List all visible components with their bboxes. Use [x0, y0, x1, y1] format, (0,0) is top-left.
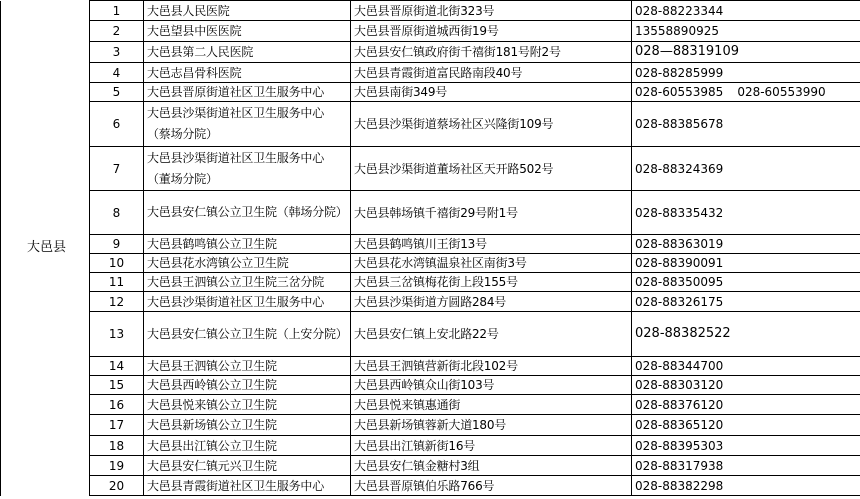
- row-number: 6: [90, 102, 144, 147]
- hospital-address: 大邑县三岔镇梅花街上段155号: [351, 273, 632, 292]
- row-number: 17: [90, 415, 144, 436]
- table-row: [1, 476, 860, 496]
- hospital-phone: 028-88326175: [632, 292, 860, 312]
- hospital-phone: 028-88390091: [632, 254, 860, 273]
- table-row: [1, 254, 860, 273]
- row-number: 4: [90, 63, 144, 83]
- table-row: [1, 42, 860, 63]
- hospital-address: 大邑县南街349号: [351, 83, 632, 102]
- hospital-address: 大邑县安仁镇上安北路22号: [351, 312, 632, 357]
- row-number: 16: [90, 395, 144, 415]
- table-row: [1, 357, 860, 376]
- row-number: 3: [90, 42, 144, 63]
- row-number: 11: [90, 273, 144, 292]
- hospital-name: 大邑县沙渠街道社区卫生服务中心: [144, 292, 351, 312]
- hospital-name: 大邑县出江镇公立卫生院: [144, 436, 351, 456]
- hospital-address: 大邑县沙渠街道董场社区天开路502号: [351, 147, 632, 191]
- row-number: 13: [90, 312, 144, 357]
- table-row: [1, 1, 860, 21]
- table-row: [1, 273, 860, 292]
- hospital-name: 大邑志昌骨科医院: [144, 63, 351, 83]
- hospital-phone: 028-88365120: [632, 415, 860, 436]
- row-number: 7: [90, 147, 144, 191]
- hospital-phone: 028-88350095: [632, 273, 860, 292]
- row-number: 19: [90, 456, 144, 476]
- hospital-address: 大邑县晋原街道城西街19号: [351, 21, 632, 42]
- hospital-phone-cell: [632, 83, 860, 102]
- hospital-name: 大邑县安仁镇公立卫生院（韩场分院）: [144, 191, 351, 235]
- table-row: [1, 235, 860, 254]
- hospital-name: 大邑县第二人民医院: [144, 42, 351, 63]
- hospital-phone: 028-88324369: [632, 147, 860, 191]
- row-number: 2: [90, 21, 144, 42]
- hospital-phone: 028-88385678: [632, 102, 860, 147]
- row-number: 15: [90, 376, 144, 395]
- table-row: [1, 63, 860, 83]
- hospital-phone: 028-88395303: [632, 436, 860, 456]
- hospital-address: 大邑县王泗镇营新街北段102号: [351, 357, 632, 376]
- hospital-phone: 028-88382298: [632, 476, 860, 496]
- hospital-phone: 028-88382522: [632, 312, 860, 357]
- row-number: 10: [90, 254, 144, 273]
- hospital-name: 大邑县青霞街道社区卫生服务中心: [144, 476, 351, 496]
- table-row: [1, 83, 860, 102]
- hospital-phone: 028-88223344: [632, 1, 860, 21]
- table-row: [1, 292, 860, 312]
- table-row: [1, 395, 860, 415]
- hospital-address: 大邑县晋原街道北街323号: [351, 1, 632, 21]
- table-row: [1, 102, 860, 147]
- hospital-phone: 028-88303120: [632, 376, 860, 395]
- hospital-phone: 028-88376120: [632, 395, 860, 415]
- hospital-address: 大邑县韩场镇千禧街29号附1号: [351, 191, 632, 235]
- row-number: 18: [90, 436, 144, 456]
- hospital-address: 大邑县沙渠街道方圆路284号: [351, 292, 632, 312]
- row-number: 8: [90, 191, 144, 235]
- hospital-name: 大邑县人民医院: [144, 1, 351, 21]
- table-row: [1, 436, 860, 456]
- hospital-phone: 13558890925: [632, 21, 860, 42]
- hospital-name: 大邑县鹤鸣镇公立卫生院: [144, 235, 351, 254]
- hospital-address: 大邑县花水湾镇温泉社区南街3号: [351, 254, 632, 273]
- hospital-name: 大邑县王泗镇公立卫生院: [144, 357, 351, 376]
- table-row: [1, 415, 860, 436]
- hospital-name: 大邑县沙渠街道社区卫生服务中心（蔡场分院）: [144, 102, 351, 147]
- hospital-address: 大邑县鹤鸣镇川王街13号: [351, 235, 632, 254]
- hospital-phone: 028-88317938: [632, 456, 860, 476]
- row-number: 1: [90, 1, 144, 21]
- hospital-phone-secondary: 028-60553990: [737, 85, 826, 99]
- hospital-name: 大邑县安仁镇公立卫生院（上安分院）: [144, 312, 351, 357]
- hospital-name: 大邑望县中医医院: [144, 21, 351, 42]
- row-number: 20: [90, 476, 144, 496]
- hospital-address: 大邑县安仁镇政府街千禧街181号附2号: [351, 42, 632, 63]
- hospital-name: 大邑县西岭镇公立卫生院: [144, 376, 351, 395]
- hospital-address: 大邑县西岭镇众山街103号: [351, 376, 632, 395]
- hospital-name: 大邑县沙渠街道社区卫生服务中心（董场分院）: [144, 147, 351, 191]
- table-row: [1, 456, 860, 476]
- hospital-name: 大邑县晋原街道社区卫生服务中心: [144, 83, 351, 102]
- hospital-name: 大邑县王泗镇公立卫生院三岔分院: [144, 273, 351, 292]
- hospital-address: 大邑县沙渠街道蔡场社区兴隆街109号: [351, 102, 632, 147]
- row-number: 5: [90, 83, 144, 102]
- row-number: 12: [90, 292, 144, 312]
- table-row: [1, 376, 860, 395]
- hospital-name: 大邑县花水湾镇公立卫生院: [144, 254, 351, 273]
- hospital-phone: 028-88344700: [632, 357, 860, 376]
- hospital-phone: 028-88285999: [632, 63, 860, 83]
- hospital-address: 大邑县出江镇新街16号: [351, 436, 632, 456]
- hospital-phone: 028-88363019: [632, 235, 860, 254]
- table-row: [1, 191, 860, 235]
- hospital-address: 大邑县安仁镇金糖村3组: [351, 456, 632, 476]
- hospital-name: 大邑县新场镇公立卫生院: [144, 415, 351, 436]
- county-cell: 大邑县: [1, 1, 90, 496]
- table-row: [1, 21, 860, 42]
- hospital-address: 大邑县悦来镇惠通街: [351, 395, 632, 415]
- row-number: 9: [90, 235, 144, 254]
- table-row: [1, 147, 860, 191]
- hospital-phone: 028-60553985: [635, 85, 724, 99]
- hospital-name: 大邑县安仁镇元兴卫生院: [144, 456, 351, 476]
- hospital-name: 大邑县悦来镇公立卫生院: [144, 395, 351, 415]
- table-row: [1, 312, 860, 357]
- hospital-address: 大邑县新场镇蓉新大道180号: [351, 415, 632, 436]
- hospital-address: 大邑县晋原镇伯乐路766号: [351, 476, 632, 496]
- hospital-address: 大邑县青霞街道富民路南段40号: [351, 63, 632, 83]
- row-number: 14: [90, 357, 144, 376]
- hospital-phone: 028—88319109: [632, 42, 860, 63]
- hospital-phone: 028-88335432: [632, 191, 860, 235]
